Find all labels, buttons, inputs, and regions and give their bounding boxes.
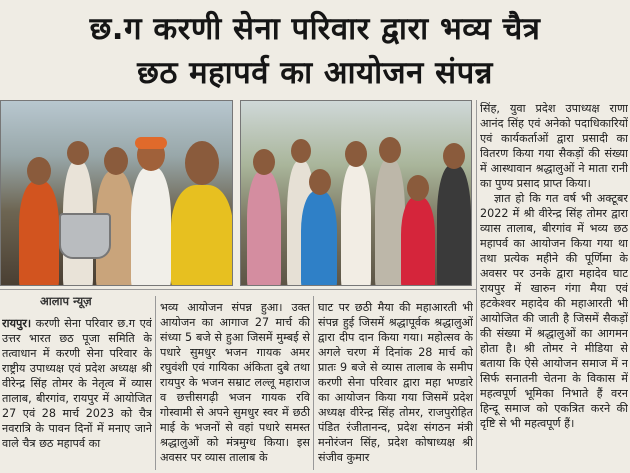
right-column-paragraph-2: ज्ञात हो कि गत वर्ष भी अक्टूबर 2022 में श्री वीरेन्द्र सिंह तोमर द्वारा व्यास तालाब, बीरगांव में भव्य छठ महापर्व का आयोजन किया गया था तथा प्रत्येक महीने की पूर्णिमा के अवसर पर उनके द्वारा महादेव घाट रायपुर में खारुन गंगा मैया एवं हटकेश्वर महादेव की महाआरती भी आयोजित की जाती है जिसमें सैकड़ों की संख्या में श्रद्धालुओं का आगमन होता है। श्री तोमर ने मीडिया से बताया कि ऐसे आयोजन समाज में न सिर्फ सनातनी चेतना के विकास में महत्वपूर्ण भूमिका निभाते हैं वरन हिन्दू समाज को एकत्रित करने की दृष्टि से भी महत्वपूर्ण हैं। xyxy=(480,192,628,430)
dateline: रायपुर। xyxy=(2,317,32,330)
column-divider xyxy=(155,296,156,470)
column-3-text: घाट पर छठी मैया की महाआरती भी संपन्न हुई जिसमें श्रद्धापूर्वक श्रद्धालुओं द्वारा दीप दान किया गया। महोत्सव के अगले चरण में दिनांक 28 मार्च को प्रातः 9 बजे से व्यास तालाब के समीप करणी सेना परिवार द्वारा महा भण्डारे का आयोजन किया गया जिसमें प्रदेश अध्यक्ष वीरेन्द्र सिंह तोमर, राजपुरोहित पंडित रंजीतानन्द, प्रदेश संगठन मंत्री मनोरंजन सिंह, प्रदेश कोषाध्यक्ष श्री संजीव कुमार xyxy=(318,301,473,464)
article-column-1 xyxy=(2,316,152,466)
article-column-3 xyxy=(318,300,473,468)
headline-line-2: छठ महापर्व का आयोजन संपन्न xyxy=(137,55,493,91)
column-1-text: करणी सेना परिवार छ.ग एवं उत्तर भारत छठ पूजा समिति के तत्वाधान में करणी सेना परिवार के राष्ट्रीय उपाध्यक्ष एवं प्रदेश अध्यक्ष श्री वीरेन्द्र सिंह तोमर के नेतृत्व में व्यास तालाब, बीरगांव, रायपुर में आयोजित 27 एवं 28 मार्च 2023 को चैत्र नवरात्रि के पावन दिनों में मनाए जाने वाले चैत्र छठ महापर्व का xyxy=(2,317,152,450)
headline-line-1: छ.ग करणी सेना परिवार द्वारा भव्य चैत्र xyxy=(89,11,541,47)
photo-divider xyxy=(0,289,476,290)
article-right-column xyxy=(480,101,628,469)
news-photo-devotees-gathering xyxy=(240,100,472,286)
column-divider xyxy=(313,296,314,470)
byline: आलाप न्यूज़ xyxy=(40,294,92,308)
news-photo-prasad-distribution xyxy=(0,100,233,286)
right-column-paragraph-1: सिंह, युवा प्रदेश उपाध्यक्ष राणा आनंद सिंह एवं अनेको पदाधिकारियों एवं कार्यकर्ताओं द्वारा प्रसादी का वितरण किया गया सैकड़ों की संख्या में आस्थावान श्रद्धालुओं ने माता रानी का पुण्य प्रसाद प्राप्त किया। xyxy=(480,102,628,190)
column-divider xyxy=(476,100,477,470)
article-column-2 xyxy=(160,300,310,468)
column-2-text: भव्य आयोजन संपन्न हुआ। उक्त आयोजन का आगाज 27 मार्च की संध्या 5 बजे से हुआ जिसमें मुम्बई से पधारे सुमधुर भजन गायक अमर रघुवंशी एवं गायिका अंकिता दुबे तथा रायपुर के भजन सम्राट लल्लू महाराज व छत्तीसगढ़ी भजन गायक रवि गोस्वामी से अपने सुमधुर स्वर में छठी माई के भजनों से वहां पधारे समस्त श्रद्धालुओं को मंत्रमुग्ध किया। इस अवसर पर व्यास तालाब के xyxy=(160,301,310,464)
